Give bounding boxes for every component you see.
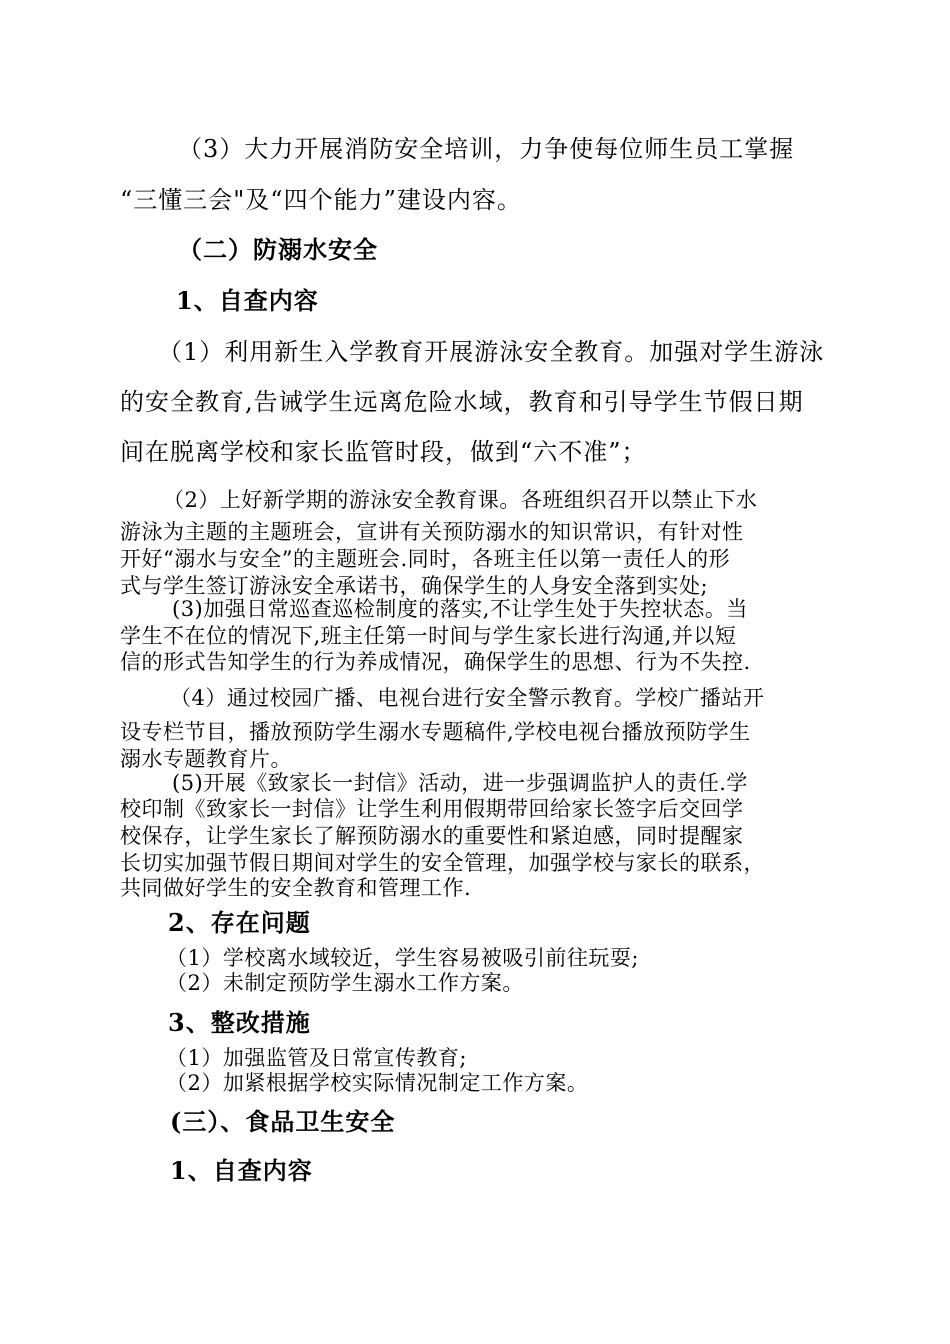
paragraph-line: 溺水专题教育片。 bbox=[120, 747, 292, 771]
subsection-heading: 2、存在问题 bbox=[168, 908, 311, 937]
paragraph-line: （1）利用新生入学教育开展游泳安全教育。加强对学生游泳 bbox=[158, 338, 825, 366]
paragraph-line: （3）大力开展消防安全培训，力争使每位师生员工掌握 bbox=[178, 135, 795, 163]
paragraph-line: 共同做好学生的安全教育和管理工作. bbox=[120, 876, 472, 900]
list-item: （2）未制定预防学生溺水工作方案。 bbox=[166, 971, 524, 995]
paragraph-line: (5)开展《致家长一封信》活动，进一步强调监护人的责任.学 bbox=[172, 771, 748, 795]
subsection-heading: 1、自查内容 bbox=[170, 1156, 313, 1185]
paragraph-line: 校保存，让学生家长了解预防溺水的重要性和紧迫感，同时提醒家 bbox=[120, 824, 744, 848]
paragraph-line: “三懂三会"及“四个能力”建设内容。 bbox=[120, 186, 522, 214]
paragraph-line: 校印制《致家长一封信》让学生利用假期带回给家长签字后交回学 bbox=[120, 797, 744, 821]
list-item: （1）学校离水域较近，学生容易被吸引前往玩耍; bbox=[166, 946, 639, 970]
paragraph-line: 学生不在位的情况下,班主任第一时间与学生家长进行沟通,并以短 bbox=[120, 624, 737, 648]
paragraph-line: （2）上好新学期的游泳安全教育课。各班组织召开以禁止下水 bbox=[163, 488, 758, 512]
paragraph-line: 间在脱离学校和家长监管时段，做到“六不准”； bbox=[120, 438, 647, 466]
subsection-heading: 1、自查内容 bbox=[176, 286, 319, 315]
paragraph-line: 游泳为主题的主题班会，宣讲有关预防溺水的知识常识，有针对性 bbox=[120, 520, 744, 544]
list-item: （2）加紧根据学校实际情况制定工作方案。 bbox=[166, 1071, 589, 1095]
paragraph-line: 式与学生签订游泳安全承诺书，确保学生的人身安全落到实处; bbox=[120, 574, 709, 598]
section-heading: （二）防溺水安全 bbox=[178, 235, 378, 264]
section-heading: (三）、食品卫生安全 bbox=[170, 1107, 396, 1136]
paragraph-line: （4）通过校园广播、电视台进行安全警示教育。学校广播站开 bbox=[170, 686, 765, 710]
paragraph-line: 长切实加强节假日期间对学生的安全管理，加强学校与家长的联系， bbox=[120, 851, 765, 875]
paragraph-line: 开好“溺水与安全”的主题班会.同时，各班主任以第一责任人的形 bbox=[120, 547, 731, 571]
list-item: （1）加强监管及日常宣传教育; bbox=[166, 1046, 467, 1070]
paragraph-line: 信的形式告知学生的行为养成情况，确保学生的思想、行为不失控. bbox=[120, 650, 751, 674]
paragraph-line: 设专栏节目，播放预防学生溺水专题稿件,学校电视台播放预防学生 bbox=[120, 720, 751, 744]
paragraph-line: 的安全教育,告诫学生远离危险水域，教育和引导学生节假日期 bbox=[120, 388, 804, 416]
paragraph-line: (3)加强日常巡查巡检制度的落实,不让学生处于失控状态。当 bbox=[172, 597, 748, 621]
subsection-heading: 3、整改措施 bbox=[168, 1008, 311, 1037]
